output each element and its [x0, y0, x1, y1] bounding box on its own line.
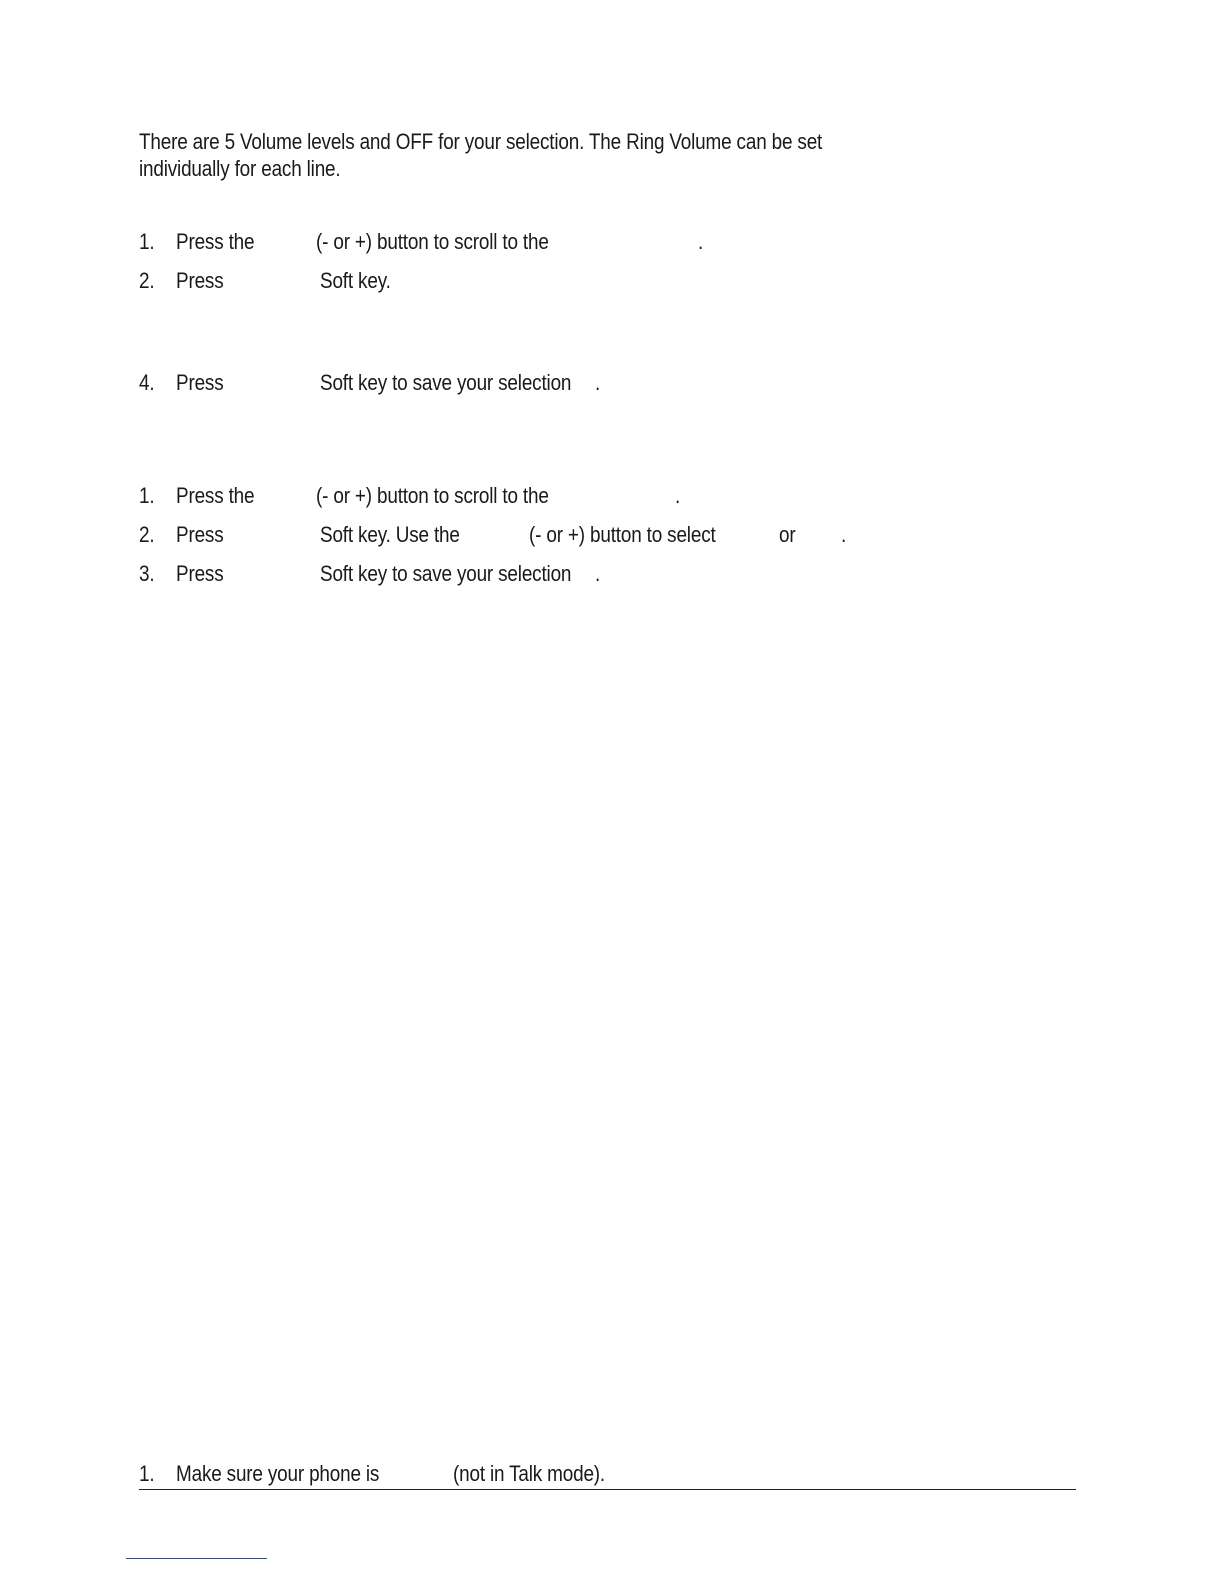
section-c-step1-number: 1. — [139, 1461, 155, 1486]
section-b-step3-press: Press — [176, 561, 224, 586]
section-a-step2-number: 2. — [139, 268, 155, 293]
section-b-step2-instruction-cont: (- or +) button to select — [529, 522, 716, 547]
section-a-step4-number: 4. — [139, 370, 155, 395]
section-b-step3-number: 3. — [139, 561, 155, 586]
section-a-step4-press: Press — [176, 370, 224, 395]
section-b-step1-press: Press the — [176, 483, 255, 508]
section-c-step1-paren: (not in Talk mode). — [453, 1461, 606, 1486]
section-a-step1-press: Press the — [176, 229, 255, 254]
section-b-step1-instruction: (- or +) button to scroll to the — [316, 483, 549, 508]
section-a-step2-press: Press — [176, 268, 224, 293]
section-a-step1-number: 1. — [139, 229, 155, 254]
section-c-step1-text: Make sure your phone is — [176, 1461, 380, 1486]
section-a-step4-instruction: Soft key to save your selection — [320, 370, 572, 395]
intro-line-1: There are 5 Volume levels and OFF for your selection. The Ring Volume can be set — [139, 129, 823, 154]
section-a-step4-period: . — [595, 370, 601, 395]
section-b-step2-instruction: Soft key. Use the — [320, 522, 460, 547]
section-b-step1-period: . — [675, 483, 681, 508]
section-b-step2-or: or — [779, 522, 796, 547]
footer-link-underline — [126, 1558, 267, 1559]
section-a-step2-instruction: Soft key. — [320, 268, 391, 293]
section-b-step2-period: . — [841, 522, 847, 547]
bottom-divider — [139, 1489, 1076, 1490]
section-b-step2-number: 2. — [139, 522, 155, 547]
section-b-step3-instruction: Soft key to save your selection — [320, 561, 572, 586]
section-a-step1-period: . — [698, 229, 704, 254]
section-a-step1-instruction: (- or +) button to scroll to the — [316, 229, 549, 254]
section-b-step2-press: Press — [176, 522, 224, 547]
section-b-step1-number: 1. — [139, 483, 155, 508]
section-b-step3-period: . — [595, 561, 601, 586]
intro-line-2: individually for each line. — [139, 156, 341, 181]
